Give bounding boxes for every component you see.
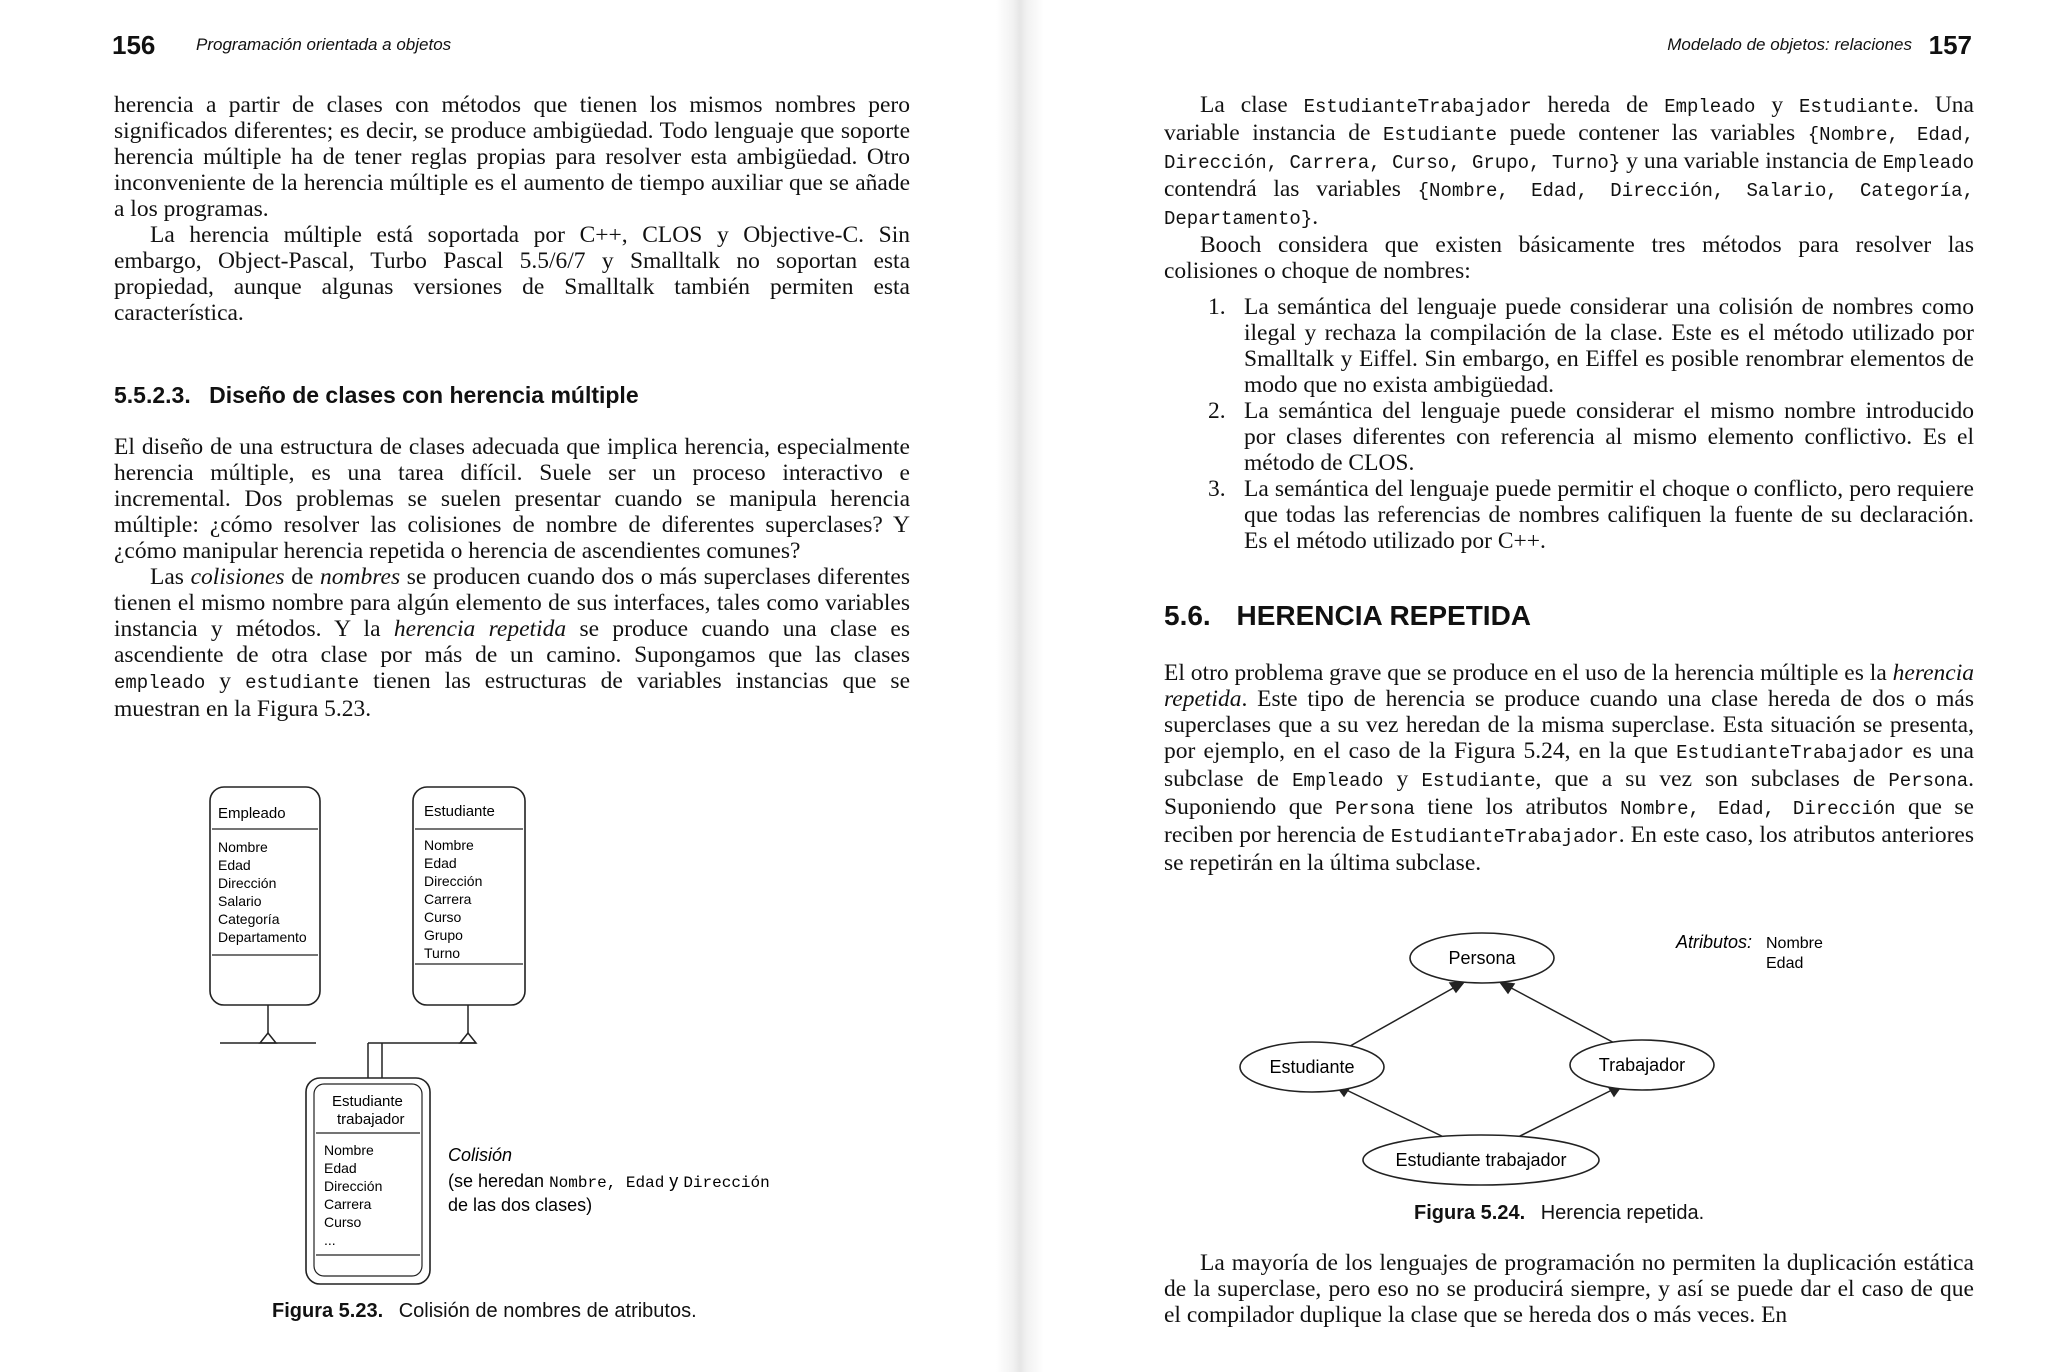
node-trabajador [1570, 1040, 1714, 1090]
running-head: Programación orientada a objetos [196, 35, 452, 54]
list-item: 1. La semántica del lenguaje puede considerar una colisión de nombres como ilegal y rechaza la compilación de la clase. Este es el método utilizado por Smalltalk y Eiffel. Sin embargo, en Eiffel es posible renombrar elementos de modo que no exista ambigüedad. [1208, 294, 1974, 398]
caption-label: Figura 5.23. [272, 1300, 384, 1322]
collision-title: Colisión [448, 1145, 513, 1165]
attr-item: Edad [324, 1160, 357, 1176]
attr-item: Grupo [424, 927, 463, 943]
right-page [1024, 0, 2048, 1372]
body-text-bottom [1164, 1250, 1974, 1328]
section-title: HERENCIA REPETIDA [1236, 600, 1532, 631]
attr-item: Nombre [324, 1142, 374, 1158]
node-estudiante [1240, 1042, 1384, 1092]
attr-item: Carrera [324, 1196, 372, 1212]
list-item: 2. La semántica del lenguaje puede considerar el mismo nombre introducido por clases diferentes con referencia al mismo elemento conflictivo. Es el método de CLOS. [1208, 398, 1974, 476]
class-title: Estudiante [424, 803, 495, 820]
collision-note [448, 1145, 770, 1215]
list-item: 3. La semántica del lenguaje puede permitir el choque o conflicto, pero requiere que todas las referencias de nombres califiquen la fuente de su declaración. Es el método utilizado por C++. [1208, 476, 1974, 554]
section-title: Diseño de clases con herencia múltiple [209, 382, 639, 408]
page-number: 156 [112, 30, 156, 60]
caption-text: Colisión de nombres de atributos. [398, 1300, 697, 1322]
attr-item: Curso [424, 909, 462, 925]
attr-item: Nombre [218, 839, 268, 855]
node-persona [1410, 933, 1554, 983]
node-estudiante-trabajador [1363, 1135, 1599, 1185]
running-head: Modelado de objetos: relaciones [1667, 35, 1912, 54]
attr-item: Curso [324, 1214, 362, 1230]
caption-label: Figura 5.24. [1414, 1202, 1526, 1224]
inheritance-connector [220, 1005, 476, 1078]
attr-item: Categoría [218, 911, 280, 927]
attributes-label: Atributos: [1676, 932, 1753, 952]
left-page [0, 0, 1000, 1372]
attr-item: Departamento [218, 929, 307, 945]
attr-item: Turno [424, 945, 461, 961]
attr-item: Carrera [424, 891, 472, 907]
page-number: 157 [1928, 30, 1972, 60]
class-box-estudiante-trabajador [306, 1078, 430, 1284]
attributes-note [1675, 932, 1823, 972]
attr-item: Nombre [424, 837, 474, 853]
attribute-item: Nombre [1766, 935, 1823, 952]
collision-line: de las dos clases) [448, 1195, 593, 1215]
figure-caption [272, 1300, 697, 1323]
figure-5-24 [1024, 0, 2048, 1372]
attr-item: Edad [424, 855, 457, 871]
attr-item: ... [324, 1232, 336, 1248]
class-box-estudiante [413, 787, 525, 1005]
paragraph: herencia a partir de clases con métodos que tienen los mismos nombres pero significados diferentes; es decir, se produce ambigüedad. Todo lenguaje que soporte herencia múltiple ha de tener reglas propias para resolver esta ambigüedad. Otro inconveniente de la herencia múltiple es el aumento de tiempo auxiliar que se añade a los programas. [114, 92, 910, 222]
paragraph: La mayoría de los lenguajes de programación no permiten la duplicación estática de la superclase, pero eso no se producirá siempre, y así se puede dar el caso de que el compilador duplique la clase que se hereda dos o más veces. En [1164, 1250, 1974, 1328]
node-label: Persona [1448, 948, 1516, 968]
caption-text: Herencia repetida. [1540, 1202, 1705, 1224]
section-number: 5.6. [1164, 600, 1211, 631]
paragraph: La herencia múltiple está soportada por C++, CLOS y Objective-C. Sin embargo, Object-Pascal, Turbo Pascal 5.5/6/7 y Smalltalk no soportan esta propiedad, aunque algunas versiones de Smalltalk también permiten esta característica. [114, 222, 910, 326]
class-title: trabajador [337, 1111, 405, 1128]
class-box-empleado [210, 787, 320, 1005]
collision-line: (se heredan Nombre, Edad y Dirección [448, 1171, 770, 1192]
figure-5-23 [0, 0, 1000, 1372]
figure-caption [1414, 1202, 1704, 1225]
attr-item: Dirección [424, 873, 483, 889]
paragraph: La clase EstudianteTrabajador hereda de Empleado y Estudiante. Una variable instancia de Estudiante puede contener las variables {Nombre, Edad, Dirección, Carrera, Curso, Grupo, Turno} y una variable instancia de Empleado contendrá las variables {Nombre, Edad, Dirección, Salario, Categoría, Departamento}. [1164, 92, 1974, 230]
class-title: Estudiante [332, 1093, 403, 1110]
section-number: 5.5.2.3. [114, 382, 191, 408]
attr-item: Dirección [218, 875, 277, 891]
node-label: Trabajador [1598, 1055, 1686, 1075]
paragraph: Booch considera que existen básicamente tres métodos para resolver las colisiones o choque de nombres: [1164, 232, 1974, 284]
attr-item: Salario [218, 893, 262, 909]
attr-item: Edad [218, 857, 251, 873]
class-title: Empleado [218, 805, 286, 822]
node-label: Estudiante trabajador [1395, 1150, 1567, 1170]
node-label: Estudiante [1269, 1057, 1355, 1077]
paragraph: El diseño de una estructura de clases adecuada que implica herencia, especialmente herencia múltiple, es una tarea difícil. Suele ser un proceso interactivo e incremental. Dos problemas se suelen presentar cuando se manipula herencia múltiple: ¿cómo resolver las colisiones de nombre de diferentes superclases? Y ¿cómo manipular herencia repetida o herencia de ascendientes comunes? [114, 434, 910, 564]
attribute-item: Edad [1766, 955, 1804, 972]
attr-item: Dirección [324, 1178, 383, 1194]
paragraph: Las colisiones de nombres se producen cuando dos o más superclases diferentes tienen el mismo nombre para algún elemento de sus interfaces, tales como variables instancia y métodos. Y la herencia repetida se produce cuando una clase es ascendiente de otra clase por más de un camino. Supongamos que las clases empleado y estudiante tienen las estructuras de variables instancias que se muestran en la Figura 5.23. [114, 564, 911, 722]
paragraph: El otro problema grave que se produce en el uso de la herencia múltiple es la herencia repetida. Este tipo de herencia se produce cuando una clase hereda de dos o más superclases que a su vez heredan de la misma superclase. Esta situación se presenta, por ejemplo, en el caso de la Figura 5.24, en la que EstudianteTrabajador es una subclase de Empleado y Estudiante, que a su vez son subclases de Persona. Suponiendo que Persona tiene los atributos Nombre, Edad, Dirección que se reciben por herencia de EstudianteTrabajador. En este caso, los atributos anteriores se repetirán en la última subclase. [1164, 660, 1975, 876]
